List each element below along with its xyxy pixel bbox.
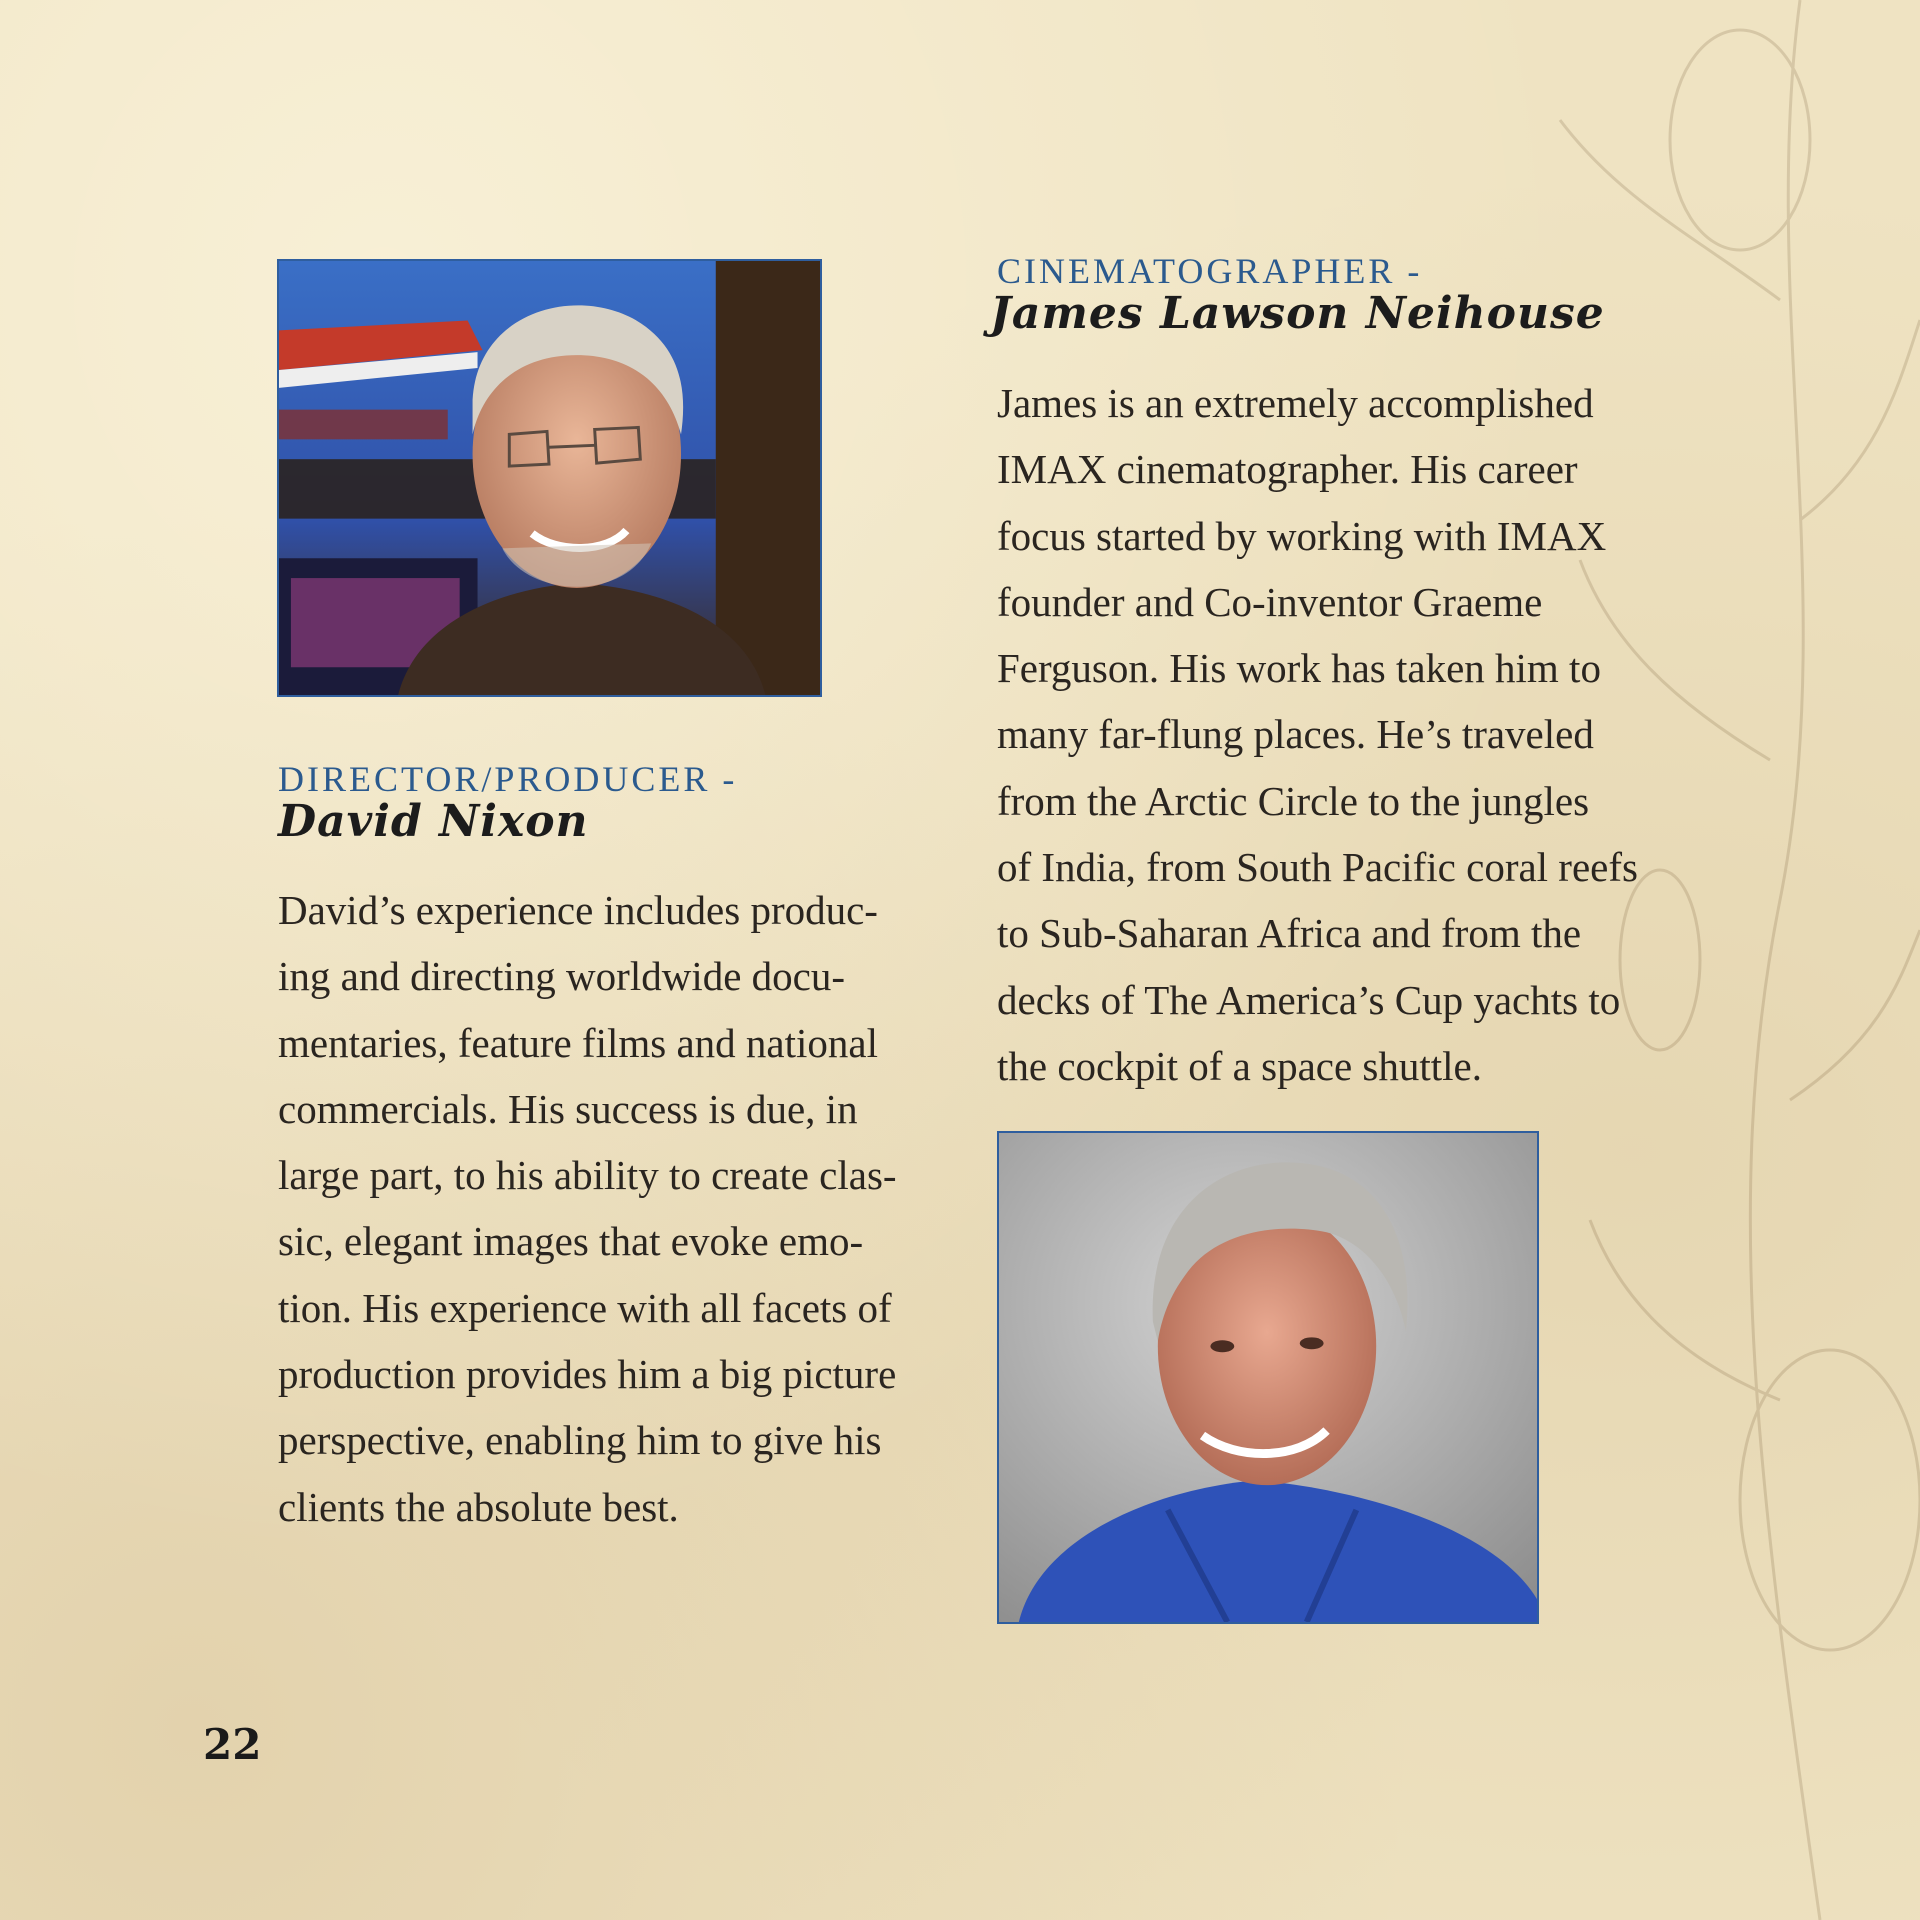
right-bio-line: focus started by working with IMAX [997, 512, 1607, 559]
left-bio-line: large part, to his ability to create clas- [278, 1152, 897, 1199]
left-bio-line: perspective, enabling him to give his [278, 1417, 882, 1464]
right-bio-line: to Sub-Saharan Africa and from the [997, 910, 1582, 957]
right-bio-line: decks of The America’s Cup yachts to [997, 976, 1621, 1023]
left-bio-line: production provides him a big picture [278, 1351, 897, 1398]
left-person-name: David Nixon [278, 796, 589, 847]
left-bio-line: David’s experience includes produc- [278, 887, 878, 933]
right-person-name: James Lawson Neihouse [990, 288, 1605, 339]
right-bio-line: founder and Co-inventor Graeme [997, 578, 1543, 625]
left-role-title: DIRECTOR/PRODUCER - [278, 759, 738, 799]
right-bio-line: of India, from South Pacific coral reefs [997, 844, 1638, 891]
left-bio-line: tion. His experience with all facets of [278, 1284, 892, 1331]
right-bio-line: James is an extremely accomplished [997, 380, 1594, 426]
right-bio-line: many far-flung places. He’s traveled [997, 711, 1594, 758]
right-bio-line: Ferguson. His work has taken him to [997, 645, 1601, 692]
left-bio-line: clients the absolute best. [278, 1483, 679, 1530]
left-bio-line: mentaries, feature films and national [278, 1019, 878, 1066]
left-bio-line: commercials. His success is due, in [278, 1085, 858, 1132]
right-role-title: CINEMATOGRAPHER - [997, 251, 1423, 291]
right-bio-line: the cockpit of a space shuttle. [997, 1042, 1482, 1089]
left-bio-paragraph [278, 877, 897, 1540]
right-bio-line: from the Arctic Circle to the jungles [997, 777, 1590, 824]
james-neihouse-photo [997, 1131, 1539, 1624]
left-bio-line: ing and directing worldwide docu- [278, 953, 846, 1000]
left-bio-line: sic, elegant images that evoke emo- [278, 1218, 864, 1265]
page-number: 22 [203, 1720, 262, 1769]
right-bio-line: IMAX cinematographer. His career [997, 446, 1578, 493]
right-bio-paragraph [997, 370, 1638, 1099]
david-nixon-photo [277, 259, 822, 697]
